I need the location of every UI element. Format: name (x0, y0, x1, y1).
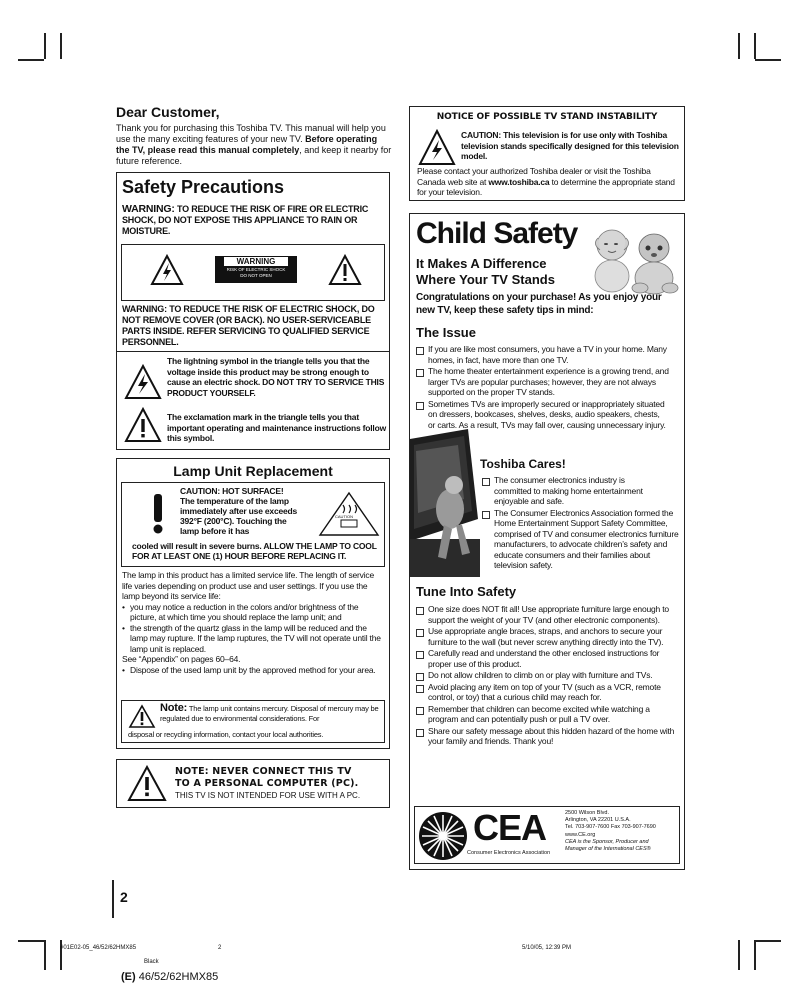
cea-address: 2500 Wilson Blvd. Arlington, VA 22201 U.S.A. Tel. 703-907-7600 Fax 703-907-7690 www.CE.org CEA is the Sponsor, Producer and Manager of the International CES® (565, 810, 656, 853)
margin-rule (112, 880, 114, 918)
stand-instability-box (409, 106, 685, 201)
warning-label: WARNING RISK OF ELECTRIC SHOCK DO NOT OPEN (215, 256, 297, 283)
mercury-note-text: Note: The lamp unit contains mercury. Disposal of mercury may be regulated due to environmental considerations. For (160, 702, 379, 723)
hot-surface-icon-label: CAUTION (335, 514, 353, 519)
tune-list (416, 604, 682, 747)
list-item: The Consumer Electronics Association formed the Home Entertainment Support Safety Committee, comprised of TV and consumer electronics furniture manufacturers, to advocate children’s safety and educate consumers and their families about television safety. (482, 508, 682, 571)
stand-notice-title: NOTICE OF POSSIBLE TV STAND INSTABILITY (436, 112, 658, 122)
list-item: Share our safety message about this hidden hazard of the home with your family and friends. Thank you! (416, 726, 682, 747)
mercury-note-text-cont: disposal or recycling information, contact your local authorities. (128, 730, 324, 739)
lamp-title: Lamp Unit Replacement (173, 463, 333, 479)
crop-mark (754, 940, 756, 970)
divider (117, 351, 389, 352)
lightning-triangle-icon (418, 129, 456, 167)
crop-mark (44, 33, 46, 59)
list-item: Remember that children can become excited while watching a program and can potentially push or pull a TV over. (416, 704, 682, 725)
child-climbing-tv-photo-icon (410, 429, 480, 577)
cea-panel (414, 806, 680, 864)
pc-notice-box (116, 759, 390, 808)
footer-color: Black (144, 959, 159, 965)
list-item: The consumer electronics industry is committed to making home entertainment enjoyable and safe. (482, 475, 654, 507)
footer-page-ref: 2 (218, 945, 222, 951)
dear-customer (116, 104, 392, 167)
warning-label-panel (121, 244, 385, 301)
exclamation-circle-icon (139, 492, 177, 534)
issue-list (416, 344, 682, 430)
safety-warning: WARNING: TO REDUCE THE RISK OF FIRE OR ELECTRIC SHOCK, DO NOT EXPOSE THIS APPLIANCE TO RAIN OR MOISTURE. (122, 203, 369, 236)
hot-surface-caution-text-cont: cooled will result in severe burns. ALLOW THE LAMP TO COOL FOR AT LEAST ONE (1) HOUR BEFORE REPLACING IT. (132, 541, 377, 561)
crop-mark (60, 33, 62, 59)
lightning-text: The lightning symbol in the triangle tells you that the voltage inside this product may be strong enough to cause an electric shock. DO NOT TRY TO SERVICE THIS PRODUCT YOURSELF. (167, 356, 385, 398)
crop-mark (738, 940, 740, 970)
lightning-triangle-icon (124, 364, 162, 400)
cares-list (482, 475, 682, 571)
cover-warning: WARNING: TO REDUCE THE RISK OF ELECTRIC SHOCK, DO NOT REMOVE COVER (OR BACK). NO USER-SERVICEABLE PARTS INSIDE. REFER SERVICING TO QUALIFIED SERVICE PERSONNEL. (122, 304, 375, 347)
dear-customer-body: Thank you for purchasing this Toshiba TV. This manual will help you use the many exciting features of your new TV. Before operating the TV, please read this manual completely, and keep it nearby for future reference. (116, 123, 392, 166)
cea-logo-sub: Consumer Electronics Association (467, 850, 551, 856)
lamp-body: The lamp in this product has a limited service life. The length of service life varies depending on product use and user settings. If you use the lamp beyond its service life: • you may notice a reduction in the colors and/or brightness of the picture, at which time you should replace the lamp unit; and • the strength of the quartz glass in the lamp will be reduced and the lamp may rupture. If the lamp ruptures, the TV will not operate until the lamp unit is replaced. See “Appendix” on pages 60–64. • Dispose of the used lamp unit by the approved method for your area. (122, 570, 386, 675)
crop-mark (754, 33, 756, 59)
list-item: Sometimes TVs are improperly secured or inappropriately situated on dressers, bookcases, shelves, desks, audio speakers, chests, or carts. As a result, TVs may fall over, causing unnecessary injury. (416, 399, 666, 431)
footer-file-code: #01E02-05_46/52/62HMX85 (60, 945, 137, 951)
footer-model: (E) 46/52/62HMX85 (121, 971, 219, 983)
issue-heading: The Issue (416, 325, 476, 340)
lightning-triangle-icon (150, 254, 184, 286)
list-item: The home theater entertainment experience is a growing trend, and larger TVs are popular purchases; however, they are not always supported on the proper TV stands. (416, 366, 682, 398)
child-safety-title: Child Safety (416, 217, 578, 250)
stand-caution: CAUTION: This television is for use only with Toshiba television stands specifically designed for this television model. (461, 130, 679, 161)
crop-mark (738, 33, 740, 59)
list-item: • Dispose of the used lamp unit by the approved method for your area. (122, 665, 386, 676)
exclamation-text: The exclamation mark in the triangle tells you that important operating and maintenance instructions follow this symbol. (167, 412, 386, 443)
crop-mark (18, 59, 44, 61)
exclamation-triangle-icon (128, 704, 156, 729)
footer-timestamp: 5/10/05, 12:39 PM (522, 945, 572, 951)
stand-notice-body: Please contact your authorized Toshiba dealer or visit the Toshiba Canada web site at www.toshiba.ca to determine the appropriate stand for your television. (417, 166, 675, 197)
crop-mark (755, 940, 781, 942)
hot-surface-caution-panel (121, 482, 385, 567)
list-item: One size does NOT fit all! Use appropriate furniture large enough to support the weight of your TV (and other electronic components). (416, 604, 682, 625)
mercury-note-panel (121, 700, 385, 743)
list-item: • the strength of the quartz glass in the lamp will be reduced and the lamp may rupture. If the lamp ruptures, the TV will not operate until the lamp unit is replaced. (122, 623, 386, 655)
list-item: If you are like most consumers, you have a TV in your home. Many homes, in fact, have more than one TV. (416, 344, 682, 365)
list-item: Avoid placing any item on top of your TV (such as a VCR, remote control, or toy) that a curious child may reach for. (416, 682, 682, 703)
safety-title: Safety Precautions (122, 177, 285, 197)
hot-surface-caution-text: CAUTION: HOT SURFACE! The temperature of the lamp immediately after use exceeds 392°F (200°C). Touching the lamp before it has (180, 486, 298, 536)
crop-mark (755, 59, 781, 61)
dear-customer-heading: Dear Customer, (116, 104, 220, 120)
exclamation-triangle-icon (127, 765, 167, 802)
child-safety-congrats: Congratulations on your purchase! As you enjoy your new TV, keep these safety tips in mind: (416, 292, 662, 316)
lamp-replacement-box (116, 458, 390, 749)
list-item: Use appropriate angle braces, straps, and anchors to secure your furniture to the wall (but never screw anything directly into the TV). (416, 626, 682, 647)
list-item: Do not allow children to climb on or play with furniture and TVs. (416, 670, 682, 681)
cares-heading: Toshiba Cares! (480, 457, 566, 471)
cea-starburst-logo-icon (418, 811, 468, 861)
child-safety-box (409, 213, 685, 870)
tune-heading: Tune Into Safety (416, 584, 517, 599)
list-item: • you may notice a reduction in the colors and/or brightness of the picture, at which time you should replace the lamp unit; and (122, 602, 386, 623)
child-safety-subtitle: It Makes A Difference Where Your TV Stands (416, 256, 555, 287)
list-item: Carefully read and understand the other enclosed instructions for proper use of this product. (416, 648, 682, 669)
safety-precautions-box (116, 172, 390, 450)
cea-logo-text: CEA (473, 807, 547, 848)
crop-mark (18, 940, 44, 942)
exclamation-triangle-icon (124, 407, 162, 443)
babies-illustration-icon (582, 218, 682, 298)
page-number: 2 (120, 889, 128, 905)
crop-mark (44, 940, 46, 970)
exclamation-triangle-icon (328, 254, 362, 286)
pc-notice-text: NOTE: NEVER CONNECT THIS TV TO A PERSONAL COMPUTER (PC). THIS TV IS NOT INTENDED FOR USE WITH A PC. (175, 766, 361, 800)
